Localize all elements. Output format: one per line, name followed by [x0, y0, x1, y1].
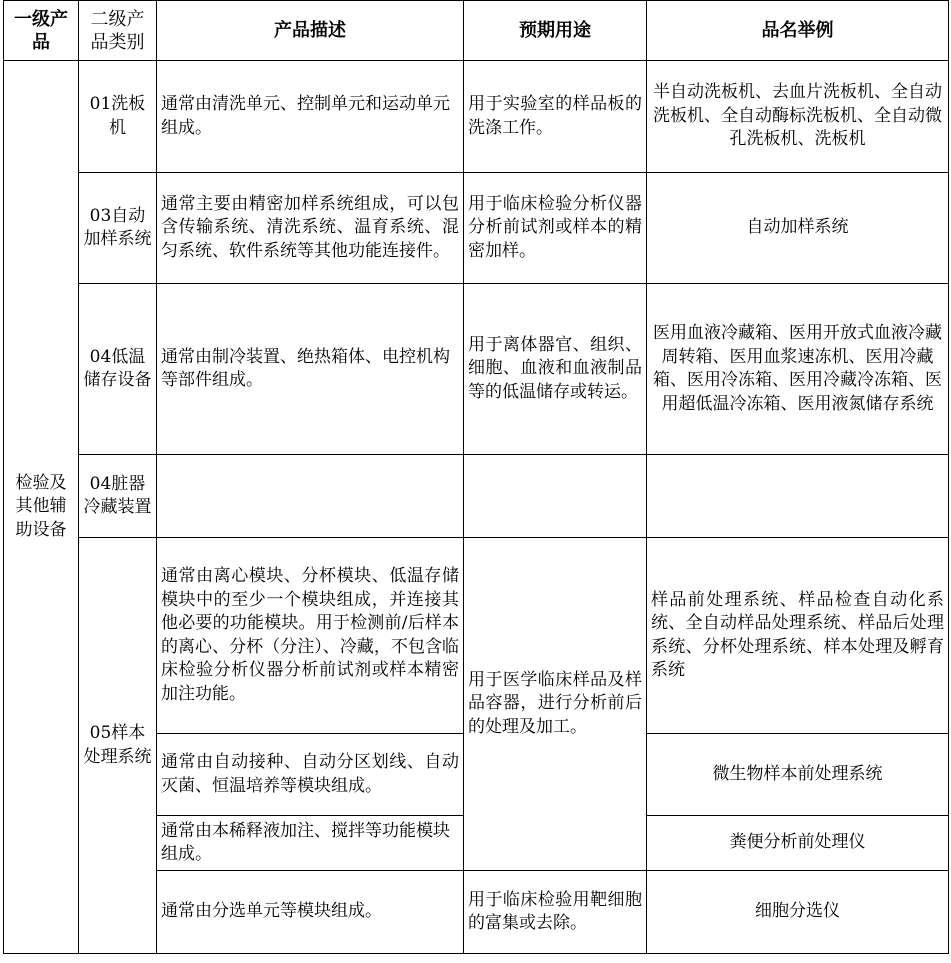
- intended-use: [464, 455, 647, 538]
- product-examples: 细胞分选仪: [647, 871, 949, 954]
- category-code: 04低温储存设备: [79, 284, 157, 455]
- product-description: 通常由制冷装置、绝热箱体、电控机构等部件组成。: [157, 284, 464, 455]
- table-row: [4, 173, 949, 284]
- intended-use: 用于医学临床样品及样品容器，进行分析前后的处理及加工。: [464, 538, 647, 871]
- intended-use: 用于临床检验分析仪器分析前试剂或样本的精密加样。: [464, 173, 647, 284]
- product-description: 通常由本稀释液加注、搅拌等功能模块组成。: [157, 816, 464, 871]
- header-examples: 品名举例: [647, 1, 949, 61]
- table-header-row: [4, 1, 949, 61]
- intended-use: 用于实验室的样品板的洗涤工作。: [464, 61, 647, 173]
- product-examples: 粪便分析前处理仪: [647, 816, 949, 871]
- product-description: 通常由清洗单元、控制单元和运动单元组成。: [157, 61, 464, 173]
- category-code: 03自动加样系统: [79, 173, 157, 284]
- product-examples: 医用血液冷藏箱、医用开放式血液冷藏周转箱、医用血浆速冻机、医用冷藏箱、医用冷冻箱、医用冷藏冷冻箱、医用超低温冷冻箱、医用液氮储存系统: [647, 284, 949, 455]
- category-code: 05样本处理系统: [79, 538, 157, 954]
- product-examples: 自动加样系统: [647, 173, 949, 284]
- product-examples: [647, 455, 949, 538]
- product-examples: 微生物样本前处理系统: [647, 734, 949, 816]
- header-level2: 二级产品类别: [79, 1, 157, 61]
- product-examples: 样品前处理系统、样品检查自动化系统、全自动样品处理系统、样品后处理系统、分杯处理系统、样本处理及孵育系统: [647, 538, 949, 734]
- table-row: [4, 455, 949, 538]
- table-row: [4, 284, 949, 455]
- product-classification-table: [3, 0, 949, 954]
- product-description: [157, 455, 464, 538]
- intended-use: 用于离体器官、组织、细胞、血液和血液制品等的低温储存或转运。: [464, 284, 647, 455]
- product-description: 通常由自动接种、自动分区划线、自动灭菌、恒温培养等模块组成。: [157, 734, 464, 816]
- header-level1: 一级产品: [4, 1, 79, 61]
- table-row: [4, 61, 949, 173]
- product-description: 通常由离心模块、分杯模块、低温存储模块中的至少一个模块组成，并连接其他必要的功能模块。用于检测前/后样本的离心、分杯（分注）、冷藏，不包含临床检验分析仪器分析前试剂或样本精密加注功能。: [157, 538, 464, 734]
- product-examples: 半自动洗板机、去血片洗板机、全自动洗板机、全自动酶标洗板机、全自动微孔洗板机、洗板机: [647, 61, 949, 173]
- header-intended-use: 预期用途: [464, 1, 647, 61]
- product-description: 通常主要由精密加样系统组成，可以包含传输系统、清洗系统、温育系统、混匀系统、软件系统等其他功能连接件。: [157, 173, 464, 284]
- category-code: 01洗板机: [79, 61, 157, 173]
- level1-category-cell: 检验及其他辅助设备: [4, 61, 79, 954]
- intended-use: 用于临床检验用靶细胞的富集或去除。: [464, 871, 647, 954]
- header-description: 产品描述: [157, 1, 464, 61]
- category-code: 04脏器冷藏装置: [79, 455, 157, 538]
- product-description: 通常由分选单元等模块组成。: [157, 871, 464, 954]
- table-row: [4, 538, 949, 734]
